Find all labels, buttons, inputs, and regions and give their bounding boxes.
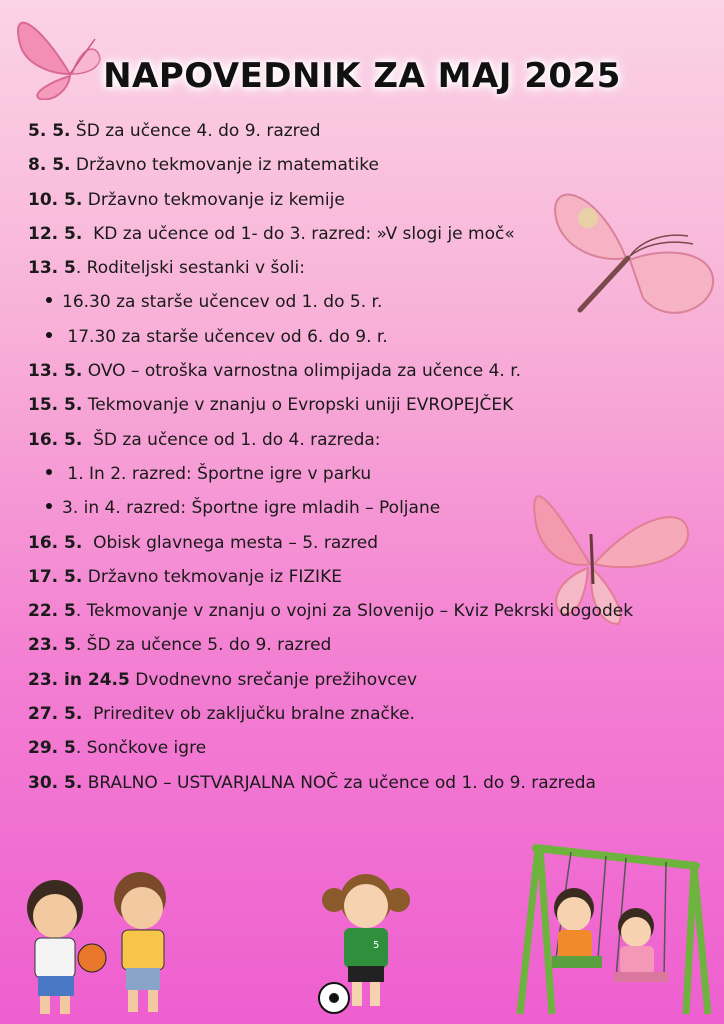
event-list (28, 114, 708, 800)
event-text: Državno tekmovanje iz FIZIKE (82, 566, 342, 587)
bullet-icon (46, 469, 52, 475)
event-date: 16. 5. (28, 429, 83, 450)
event-item (28, 183, 708, 217)
event-item (28, 148, 708, 182)
event-date: 22. 5 (28, 601, 76, 622)
event-item (28, 731, 708, 765)
event-date: 30. 5. (28, 772, 83, 793)
event-date: 15. 5. (28, 395, 83, 416)
event-item (28, 697, 708, 731)
event-text: BRALNO – USTVARJALNA NOČ za učence od 1. do 9. razreda (82, 772, 596, 793)
event-date: 13. 5 (28, 258, 76, 279)
event-date: 23. in 24.5 (28, 669, 130, 690)
event-sub-item (28, 491, 708, 525)
event-date: 10. 5. (28, 189, 83, 210)
event-text: . Sončkove igre (75, 738, 207, 759)
svg-text:5: 5 (373, 940, 380, 951)
event-text: KD za učence od 1- do 3. razred: »V slogi je moč« (82, 223, 515, 244)
event-sub-text: 17.30 za starše učencev od 6. do 9. r. (62, 326, 388, 347)
event-text: OVO – otroška varnostna olimpijada za učence 4. r. (82, 361, 522, 382)
event-sub-text: 3. in 4. razred: Športne igre mladih – Poljane (62, 498, 441, 519)
event-sub-text: 1. In 2. razred: Športne igre v parku (62, 463, 372, 484)
event-text: Državno tekmovanje iz kemije (82, 189, 345, 210)
event-item (28, 663, 708, 697)
event-text: . ŠD za učence 5. do 9. razred (75, 635, 332, 656)
event-text: ŠD za učence od 1. do 4. razreda: (82, 429, 381, 450)
event-item (28, 217, 708, 251)
kids-playing-ball-icon (10, 868, 190, 1018)
event-date: 12. 5. (28, 223, 83, 244)
event-text: ŠD za učence 4. do 9. razred (70, 121, 321, 141)
event-date: 23. 5 (28, 635, 76, 656)
event-item (28, 251, 708, 285)
event-text: Prireditev ob zaključku bralne značke. (82, 704, 415, 725)
event-sub-item (28, 457, 708, 491)
event-text: Tekmovanje v znanju o Evropski uniji EVROPEJČEK (82, 395, 514, 416)
event-item (28, 560, 708, 594)
event-text: Obisk glavnega mesta – 5. razred (82, 532, 379, 553)
event-date: 8. 5. (28, 155, 71, 176)
swing-set-icon (516, 838, 712, 1018)
event-item (28, 354, 708, 388)
event-item (28, 388, 708, 422)
event-sub-item (28, 285, 708, 319)
event-text: . Roditeljski sestanki v šoli: (75, 258, 305, 279)
event-date: 29. 5 (28, 738, 76, 759)
event-date: 5. 5. (28, 121, 71, 141)
page-title: NAPOVEDNIK ZA MAJ 2025 (103, 56, 621, 96)
bullet-icon (46, 297, 52, 303)
event-sub-item (28, 320, 708, 354)
event-sub-text: 16.30 za starše učencev od 1. do 5. r. (62, 292, 383, 313)
event-date: 27. 5. (28, 704, 83, 725)
event-item (28, 526, 708, 560)
event-item (28, 594, 708, 628)
event-item (28, 766, 708, 800)
event-text: Državno tekmovanje iz matematike (70, 155, 379, 176)
bullet-icon (46, 332, 52, 338)
girl-with-soccer-ball-icon (318, 870, 414, 1016)
event-text: . Tekmovanje v znanju o vojni za Slovenijo – Kviz Pekrski dogodek (75, 601, 634, 622)
event-item (28, 114, 708, 148)
event-item (28, 628, 708, 662)
event-date: 17. 5. (28, 566, 83, 587)
event-text: Dvodnevno srečanje prežihovcev (129, 669, 418, 690)
event-date: 13. 5. (28, 361, 83, 382)
event-date: 16. 5. (28, 532, 83, 553)
bullet-icon (46, 503, 52, 509)
event-item (28, 423, 708, 457)
